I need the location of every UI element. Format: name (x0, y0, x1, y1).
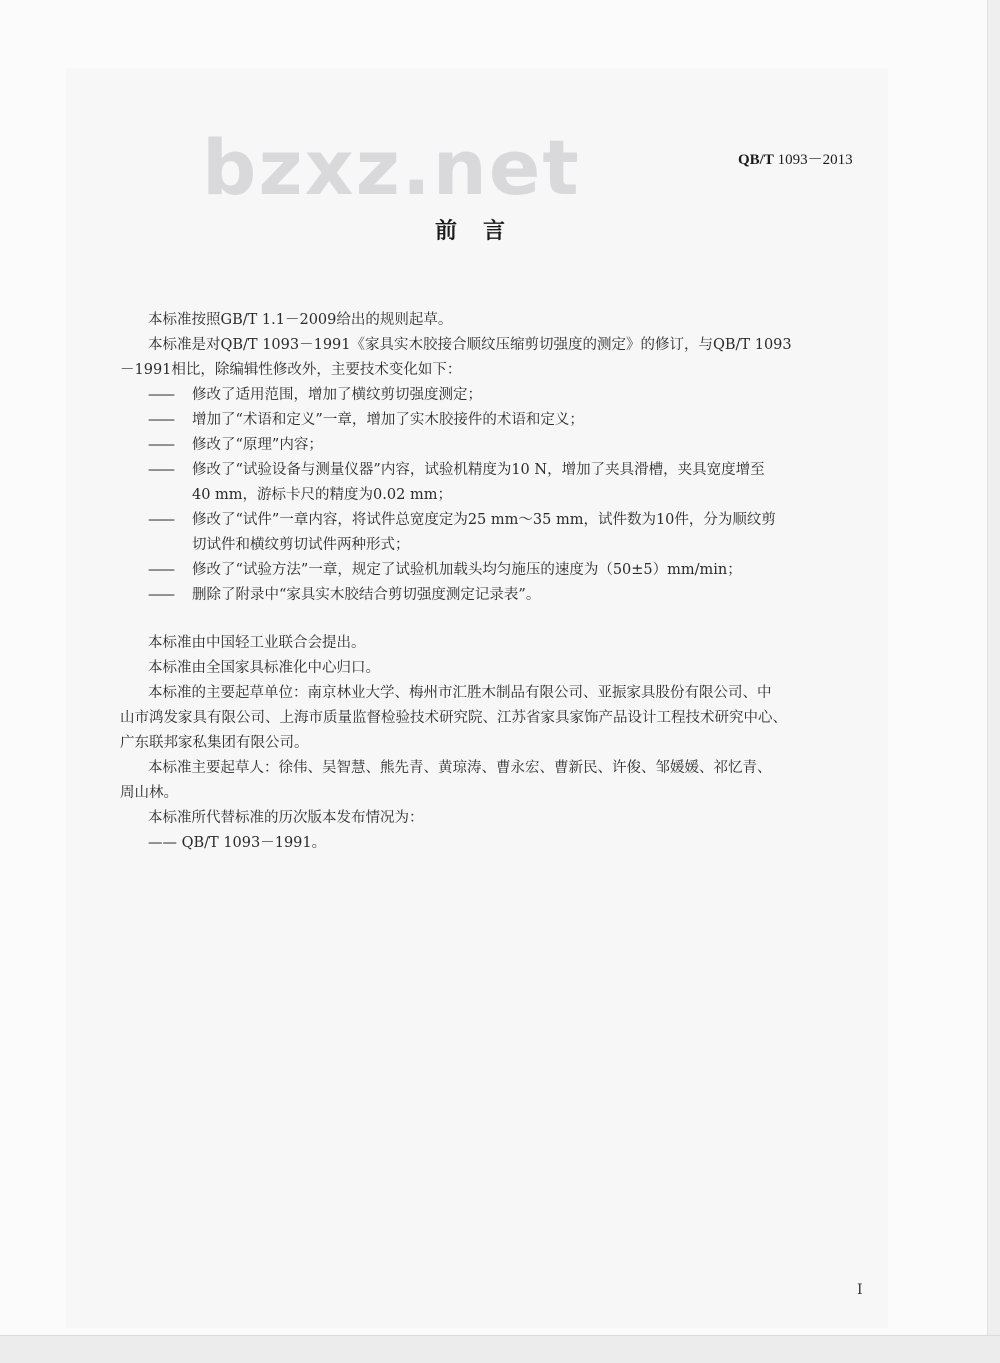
list-item-text-continued: 切试件和横纹剪切试件两种形式； (192, 537, 410, 553)
list-item-text: 增加了“术语和定义”一章，增加了实木胶接件的术语和定义； (192, 412, 584, 428)
changes-list (148, 383, 868, 608)
list-item-text: 修改了“试验方法”一章，规定了试验机加载头均匀施压的速度为（50±5）mm/min； (192, 562, 742, 578)
list-item (148, 558, 868, 583)
list-item (148, 458, 868, 508)
standard-code: 1093－2013 (777, 152, 853, 168)
list-item (148, 383, 868, 408)
standard-prefix: QB/T (738, 152, 774, 168)
standard-number (738, 148, 853, 169)
drafting-units-line-3: 广东联邦家私集团有限公司。 (120, 735, 309, 751)
page-edge (987, 0, 1000, 1335)
list-item-text: 修改了“原理”内容； (192, 437, 323, 453)
list-dash: —— (148, 512, 173, 528)
drafting-units-line-2: 山市鸿发家具有限公司、上海市质量监督检验技术研究院、江苏省家具家饰产品设计工程技术研究中心、 (120, 710, 787, 726)
list-dash: —— (148, 587, 173, 603)
list-item-text: 修改了适用范围，增加了横纹剪切强度测定； (192, 387, 482, 403)
intro-paragraph-2-line-1: 本标准是对QB/T 1093－1991《家具实木胶接合顺纹压缩剪切强度的测定》的修订，与QB/T 1093 (148, 337, 792, 353)
watermark-logo: bzxz.net (202, 123, 581, 212)
history-item: —— QB/T 1093－1991。 (148, 835, 327, 851)
list-item (148, 408, 868, 433)
list-item-text: 删除了附录中“家具实木胶结合剪切强度测定记录表”。 (192, 587, 541, 603)
intro-paragraph-1: 本标准按照GB/T 1.1－2009给出的规则起草。 (148, 312, 453, 328)
centralizer-text: 本标准由全国家具标准化中心归口。 (148, 660, 380, 676)
proposer-text: 本标准由中国轻工业联合会提出。 (148, 635, 366, 651)
list-item (148, 583, 868, 608)
viewer-bottom-bar (0, 1335, 1000, 1363)
list-item-text: 修改了“试验设备与测量仪器”内容，试验机精度为10 N，增加了夹具滑槽，夹具宽度增至 (192, 462, 765, 478)
list-dash: —— (148, 437, 173, 453)
list-dash: —— (148, 387, 173, 403)
list-dash: —— (148, 462, 173, 478)
paragraph-gap (148, 608, 868, 631)
list-item (148, 508, 868, 558)
drafters-line-1: 本标准主要起草人：徐伟、吴智慧、熊先青、黄琼涛、曹永宏、曹新民、许俊、邹媛媛、祁忆青、 (148, 760, 772, 776)
drafting-units-line-1: 本标准的主要起草单位：南京林业大学、梅州市汇胜木制品有限公司、亚振家具股份有限公司、中 (148, 685, 772, 701)
intro-paragraph-2-line-2: －1991相比，除编辑性修改外，主要技术变化如下： (120, 362, 462, 378)
list-item-text-continued: 40 mm，游标卡尺的精度为0.02 mm； (192, 487, 452, 503)
list-item (148, 433, 868, 458)
document-body (120, 308, 868, 856)
page-title: 前言 (435, 218, 532, 244)
drafters-line-2: 周山林。 (120, 785, 178, 801)
page-number: I (857, 1282, 863, 1298)
history-text: 本标准所代替标准的历次版本发布情况为： (148, 810, 424, 826)
list-item-text: 修改了“试件”一章内容，将试件总宽度定为25 mm～35 mm，试件数为10件，分为顺纹剪 (192, 512, 776, 528)
list-dash: —— (148, 412, 173, 428)
list-dash: —— (148, 562, 173, 578)
